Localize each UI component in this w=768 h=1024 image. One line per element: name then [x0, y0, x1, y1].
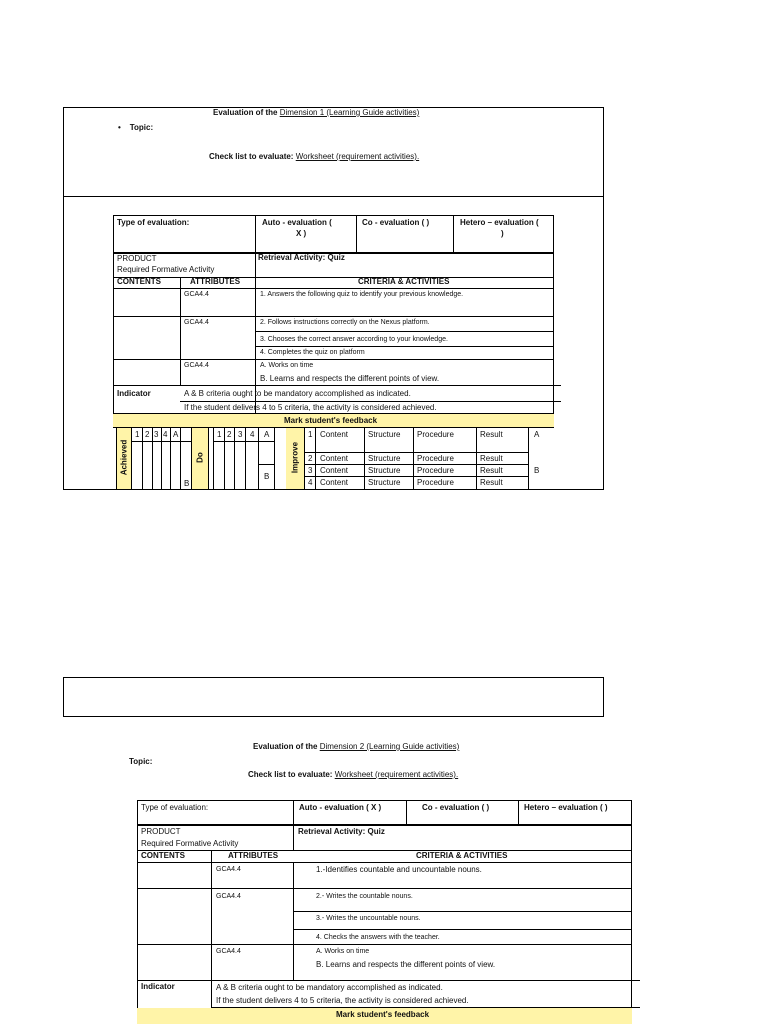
- auto-evaluation-mark: X ): [296, 229, 307, 238]
- section2-checklist: Check list to evaluate: Worksheet (requirement activities).: [248, 770, 459, 779]
- indicator-line-2: If the student delivers 4 to 5 criteria, the activity is considered achieved.: [184, 403, 437, 412]
- improve-row-1-num: 1: [308, 430, 313, 439]
- do-score-2: 2: [227, 430, 232, 439]
- section1-checklist-link[interactable]: Worksheet (requirement activities).: [295, 152, 420, 161]
- retrieval-activity: Retrieval Activity: Quiz: [298, 827, 385, 836]
- co-evaluation-option[interactable]: Co - evaluation ( ): [422, 803, 490, 812]
- improve-row-4-num: 4: [308, 478, 313, 487]
- improve-row-2-num: 2: [308, 454, 313, 463]
- improve-row-3-procedure: Procedure: [417, 466, 454, 475]
- criterion-b: B. Learns and respects the different points of view.: [316, 960, 496, 969]
- do-score-4: 4: [250, 430, 255, 439]
- improve-row-3-result: Result: [480, 466, 503, 475]
- section1-checklist: Check list to evaluate: Worksheet (requirement activities).: [209, 152, 420, 161]
- attribute-code: GCA4.4: [216, 893, 241, 900]
- feedback-header: Mark student's feedback: [284, 416, 378, 425]
- criterion-2: 2. Follows instructions correctly on the Nexus platform.: [260, 319, 430, 326]
- improve-label: Improve: [290, 441, 300, 474]
- hetero-evaluation-option[interactable]: Hetero – evaluation (: [460, 218, 539, 227]
- attributes-header: ATTRIBUTES: [228, 851, 279, 860]
- indicator-line-2: If the student delivers 4 to 5 criteria, the activity is considered achieved.: [216, 996, 469, 1005]
- hetero-evaluation-close: ): [501, 229, 504, 238]
- improve-row-1-procedure: Procedure: [417, 430, 454, 439]
- improve-row-4-result: Result: [480, 478, 503, 487]
- achieved-label: Achieved: [119, 439, 129, 476]
- criterion-1: 1.-Identifies countable and uncountable nouns.: [316, 865, 482, 874]
- do-label: Do: [195, 452, 205, 463]
- score-2: 2: [145, 430, 150, 439]
- score-3: 3: [154, 430, 159, 439]
- score-b: B: [184, 479, 190, 488]
- score-a: A: [173, 430, 179, 439]
- improve-row-1-result: Result: [480, 430, 503, 439]
- improve-row-1-structure: Structure: [368, 430, 401, 439]
- empty-frame: [63, 677, 604, 717]
- do-score-1: 1: [217, 430, 222, 439]
- hetero-evaluation-option[interactable]: Hetero – evaluation ( ): [524, 803, 608, 812]
- required-activity-label: Required Formative Activity: [117, 265, 215, 274]
- section2-topic: Topic:: [129, 757, 153, 766]
- do-score-a: A: [264, 430, 270, 439]
- criterion-4: 4. Completes the quiz on platform: [260, 349, 365, 356]
- contents-header: CONTENTS: [117, 277, 161, 286]
- improve-row-4-procedure: Procedure: [417, 478, 454, 487]
- section2-checklist-link[interactable]: Worksheet (requirement activities).: [334, 770, 459, 779]
- do-score-3: 3: [238, 430, 243, 439]
- improve-row-1-content: Content: [320, 430, 349, 439]
- auto-evaluation-option[interactable]: Auto - evaluation (: [262, 218, 332, 227]
- criterion-b: B. Learns and respects the different points of view.: [260, 374, 440, 383]
- improve-row-1-mark: A: [534, 430, 540, 439]
- criteria-header: CRITERIA & ACTIVITIES: [416, 851, 508, 860]
- indicator-label: Indicator: [117, 389, 151, 398]
- indicator-label: Indicator: [141, 982, 175, 991]
- improve-row-2-procedure: Procedure: [417, 454, 454, 463]
- score-4: 4: [163, 430, 168, 439]
- type-of-evaluation-label: Type of evaluation:: [141, 803, 209, 812]
- indicator-line-1: A & B criteria ought to be mandatory accomplished as indicated.: [184, 389, 411, 398]
- improve-row-3-mark: B: [534, 466, 540, 475]
- improve-row-2-result: Result: [480, 454, 503, 463]
- retrieval-activity: Retrieval Activity: Quiz: [258, 253, 345, 262]
- indicator-line-1: A & B criteria ought to be mandatory accomplished as indicated.: [216, 983, 443, 992]
- score-1: 1: [135, 430, 140, 439]
- criteria-header: CRITERIA & ACTIVITIES: [358, 277, 450, 286]
- auto-evaluation-option[interactable]: Auto - evaluation ( X ): [299, 803, 382, 812]
- criterion-4: 4. Checks the answers with the teacher.: [316, 934, 440, 941]
- attribute-code: GCA4.4: [184, 362, 209, 369]
- type-of-evaluation-label: Type of evaluation:: [117, 218, 190, 227]
- criterion-a: A. Works on time: [316, 948, 370, 955]
- attribute-code: GCA4.4: [184, 291, 209, 298]
- improve-row-2-content: Content: [320, 454, 349, 463]
- product-label: PRODUCT: [141, 827, 181, 836]
- required-activity-label: Required Formative Activity: [141, 839, 239, 848]
- attribute-code: GCA4.4: [216, 948, 241, 955]
- attribute-code: GCA4.4: [216, 866, 241, 873]
- section1-title-link[interactable]: Dimension 1 (Learning Guide activities): [279, 108, 420, 117]
- product-label: PRODUCT: [117, 254, 157, 263]
- section1-topic: • Topic:: [118, 123, 154, 132]
- attributes-header: ATTRIBUTES: [190, 277, 241, 286]
- co-evaluation-option[interactable]: Co - evaluation ( ): [362, 218, 430, 227]
- section2-title-link[interactable]: Dimension 2 (Learning Guide activities): [319, 742, 460, 751]
- improve-row-4-structure: Structure: [368, 478, 401, 487]
- attribute-code: GCA4.4: [184, 319, 209, 326]
- section1-title: Evaluation of the Dimension 1 (Learning Guide activities): [213, 108, 420, 117]
- criterion-1: 1. Answers the following quiz to identify your previous knowledge.: [260, 291, 464, 298]
- criterion-2: 2.- Writes the countable nouns.: [316, 893, 413, 900]
- feedback-header: Mark student's feedback: [336, 1010, 430, 1019]
- section2-title: Evaluation of the Dimension 2 (Learning Guide activities): [253, 742, 460, 751]
- contents-header: CONTENTS: [141, 851, 185, 860]
- improve-row-3-content: Content: [320, 466, 349, 475]
- improve-row-3-structure: Structure: [368, 466, 401, 475]
- improve-row-4-content: Content: [320, 478, 349, 487]
- improve-row-2-structure: Structure: [368, 454, 401, 463]
- criterion-3: 3.- Writes the uncountable nouns.: [316, 915, 421, 922]
- improve-row-3-num: 3: [308, 466, 313, 475]
- do-score-b: B: [264, 472, 270, 481]
- criterion-a: A. Works on time: [260, 362, 314, 369]
- criterion-3: 3. Chooses the correct answer according to your knowledge.: [260, 336, 448, 343]
